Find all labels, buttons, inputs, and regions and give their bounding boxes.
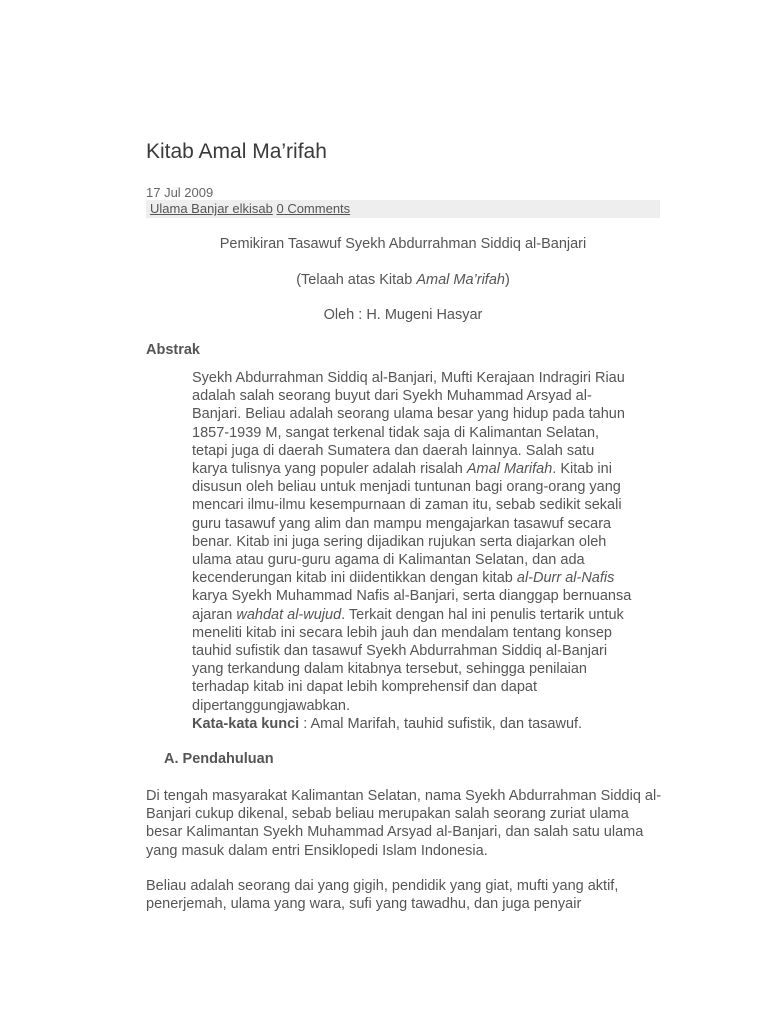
article-heading-subtitle bbox=[146, 272, 660, 288]
body-paragraph: Beliau adalah seorang dai yang gigih, pendidik yang giat, mufti yang aktif, penerjemah, ulama yang wara, sufi yang tawadhu, dan juga penyair bbox=[146, 878, 619, 913]
subtitle-prefix: (Telaah atas Kitab bbox=[296, 272, 417, 288]
abstract-text: karya Syekh Muhammad Nafis al-Banjari, serta dianggap bernuansa ajaran bbox=[192, 588, 632, 623]
author-link[interactable]: Ulama Banjar elkisab bbox=[150, 201, 273, 216]
post-date: 17 Jul 2009 bbox=[146, 185, 214, 200]
abstract-text: . Terkait dengan hal ini penulis tertarik untuk meneliti kitab ini secara lebih jauh dan mendalam tentang konsep tauhid sufistik dan tasawuf Syekh Abdurrahman Siddiq al-Banjari yang terkandung dalam kitabnya tersebut, sehingga penilaian terhadap kitab ini dapat lebih komprehensif dan dapat dipertanggungjawabkan. bbox=[192, 606, 624, 714]
keywords-text: : Amal Marifah, tauhid sufistik, dan tasawuf. bbox=[299, 715, 583, 732]
article-author-line: Oleh : H. Mugeni Hasyar bbox=[323, 307, 483, 323]
keywords-label: Kata-kata kunci bbox=[192, 715, 300, 732]
abstract-body bbox=[192, 369, 632, 733]
post-title: Kitab Amal Ma’rifah bbox=[146, 140, 327, 163]
abstract-emphasis: al-Durr al-Nafis bbox=[516, 570, 615, 587]
abstract-emphasis: Amal Marifah bbox=[466, 461, 553, 478]
abstract-text: . Kitab ini disusun oleh beliau untuk menjadi tuntunan bagi orang-orang yang mencari ilmu-ilmu kesempurnaan di zaman itu, sebab sedikit sekali guru tasawuf yang alim dan mampu mengajarkan tasawuf secara benar. Kitab ini juga sering dijadikan rujukan serta diajarkan oleh ulama atau guru-guru agama di Kalimantan Selatan, dan ada kecenderungan kitab ini diidentikkan dengan kitab bbox=[192, 461, 622, 587]
comments-label: Comments bbox=[283, 201, 351, 216]
subtitle-suffix: ) bbox=[504, 272, 510, 288]
article-heading-title: Pemikiran Tasawuf Syekh Abdurrahman Siddiq al-Banjari bbox=[219, 236, 587, 252]
post-meta-bar bbox=[146, 200, 660, 218]
section-heading: A. Pendahuluan bbox=[164, 751, 274, 767]
abstract-text: Syekh Abdurrahman Siddiq al-Banjari, Mufti Kerajaan Indragiri Riau adalah salah seorang buyut dari Syekh Muhammad Arsyad al-Banjari. Beliau adalah seorang ulama besar yang hidup pada tahun 1857-1939 M, sangat terkenal tidak saja di Kalimantan Selatan, tetapi juga di daerah Sumatera dan daerah lainnya. Salah satu karya tulisnya yang populer adalah risalah bbox=[192, 370, 625, 478]
comment-count: 0 bbox=[276, 201, 284, 216]
abstract-emphasis: wahdat al-wujud bbox=[236, 606, 342, 623]
body-paragraph: Di tengah masyarakat Kalimantan Selatan, nama Syekh Abdurrahman Siddiq al-Banjari cukup dikenal, sebab beliau merupakan salah seorang zuriat ulama besar Kalimantan Syekh Muhammad Arsyad al-Banjari, dan salah satu ulama yang masuk dalam entri Ensiklopedi Islam Indonesia. bbox=[146, 788, 662, 859]
abstract-heading: Abstrak bbox=[146, 342, 200, 358]
comments-link[interactable] bbox=[276, 201, 350, 216]
subtitle-book-title: Amal Ma’rifah bbox=[416, 272, 505, 288]
